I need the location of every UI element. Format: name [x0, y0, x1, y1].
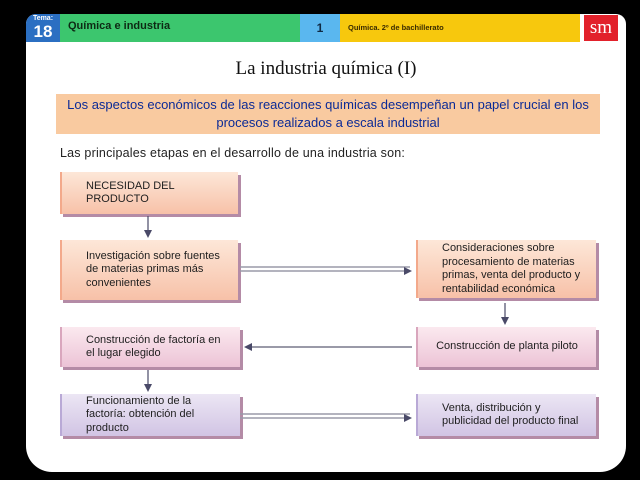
flow-diagram: [26, 14, 626, 472]
flow-step-label: Construcción de planta piloto: [436, 340, 578, 353]
intro-text: Las principales etapas en el desarrollo de una industria son:: [60, 146, 406, 160]
slide-number: 1: [316, 21, 324, 35]
publisher-logo: sm: [584, 15, 618, 41]
flow-step-label: Venta, distribución y publicidad del producto final: [442, 401, 579, 427]
arrow-investigacion-to-consideraciones: [240, 267, 410, 271]
flow-step-label: Consideraciones sobre procesamiento de materias primas, venta del producto y rentabilidad económica: [442, 242, 581, 295]
arrow-funcionamiento-to-venta: [240, 414, 410, 418]
slide: [26, 14, 626, 472]
page-title: La industria química (I): [235, 58, 417, 79]
flow-arrows: [26, 14, 626, 472]
flow-step-label: Construcción de factoría en el lugar elegido: [86, 333, 221, 359]
flow-step-label: Investigación sobre fuentes de materias primas más convenientes: [86, 249, 220, 289]
subject-label: Química. 2º de bachillerato: [348, 23, 444, 32]
tema-label: Tema:: [32, 15, 54, 22]
flow-step-label: NECESIDAD DEL PRODUCTO: [86, 179, 175, 205]
banner-text: Los aspectos económicos de las reacciones químicas desempeñan un papel crucial en los procesos realizados a escala industrial: [67, 97, 589, 130]
topic-title: Química e industria: [68, 20, 171, 32]
flow-step-label: Funcionamiento de la factoría: obtención del producto: [86, 394, 195, 434]
tema-number: 18: [33, 22, 53, 41]
